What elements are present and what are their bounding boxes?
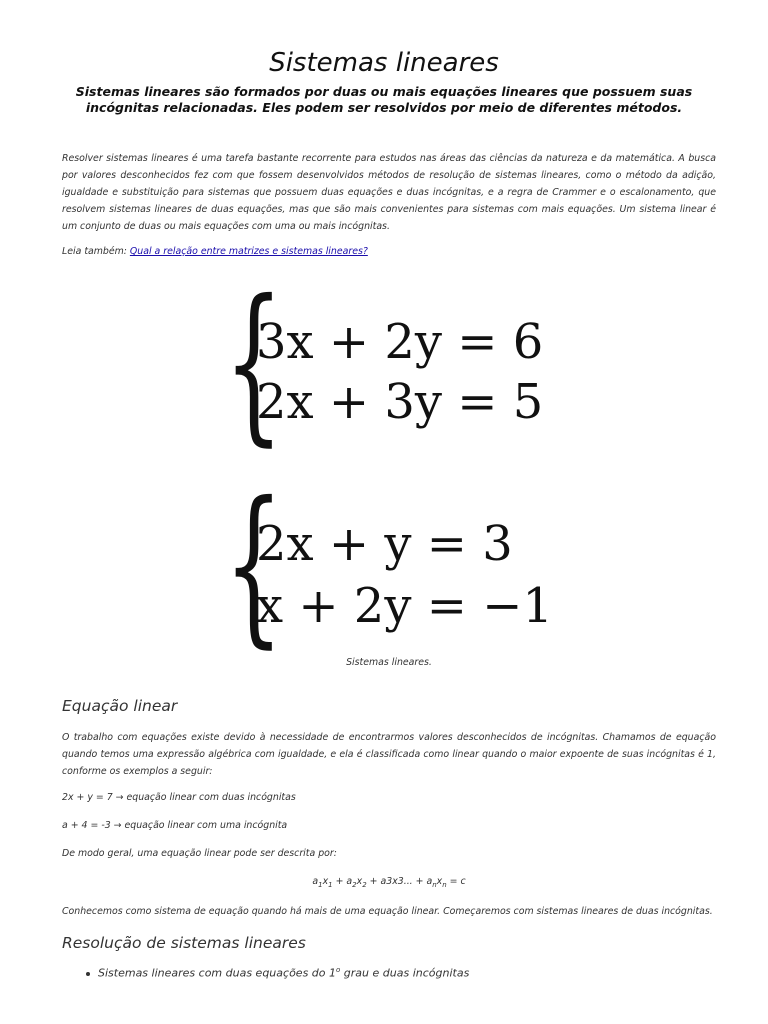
- page-subtitle: Sistemas lineares são formados por duas ou mais equações lineares que possuem suas incógnitas relacionadas. Eles podem ser resolvidos por meio de diferentes métodos.: [75, 84, 693, 115]
- system1-equation-2: 2x + 3y = 5: [256, 374, 544, 430]
- see-also-link[interactable]: Qual a relação entre matrizes e sistemas lineares?: [129, 246, 368, 257]
- linear-paragraph: O trabalho com equações existe devido à necessidade de encontrarmos valores desconhecidos de incógnitas. Chamamos de equação quando temos uma expressão algébrica com igualdade, e ela é classificada como linear quando o maior expoente de suas incógnitas é 1, conforme os exemplos a seguir:: [62, 732, 716, 777]
- system-brace: {: [224, 466, 284, 664]
- section-heading-linear: Equação linear: [62, 697, 178, 715]
- system2-equation-1: 2x + y = 3: [256, 516, 513, 572]
- list-item: Sistemas lineares com duas equações do 1$^o$ grau e duas incógnitas: [86, 966, 469, 980]
- example-equation-2: a + 4 = -3 → equação linear com uma incógnita: [62, 820, 288, 831]
- system2-equation-2: x + 2y = −1: [256, 578, 553, 634]
- page-title: Sistemas lineares: [269, 48, 499, 78]
- equation-system-1: [224, 264, 544, 462]
- see-also: [62, 246, 368, 257]
- example-equation-1: 2x + y = 7 → equação linear com duas incógnitas: [62, 792, 296, 803]
- system-brace: {: [224, 264, 284, 462]
- see-also-label: Leia também:: [62, 246, 130, 257]
- section-heading-resolution: Resolução de sistemas lineares: [62, 934, 306, 952]
- general-form-intro: De modo geral, uma equação linear pode ser descrita por:: [62, 848, 337, 859]
- system1-equation-1: 3x + 2y = 6: [256, 314, 544, 370]
- linear-closing-text: Conhecemos como sistema de equação quando há mais de uma equação linear. Começaremos com sistemas lineares de duas incógnitas.: [62, 906, 713, 917]
- general-linear-formula: $a_1x_1 + a_2x_2 + a3x3$... + $a_nx_n = c$: [312, 876, 466, 889]
- figure-caption: Sistemas lineares.: [346, 657, 432, 668]
- intro-paragraph: Resolver sistemas lineares é uma tarefa bastante recorrente para estudos nas áreas das ciências da natureza e da matemática. A busca por valores desconhecidos fez com que fossem desenvolvidos métodos de resolução de sistemas lineares, como o método da adição, igualdade e substituição para sistemas que possuem duas equações e duas incógnitas, e a regra de Crammer e o escalonamento, que resolvem sistemas lineares de duas equações, mas que são mais convenientes para sistemas com mais equações. Um sistema linear é um conjunto de duas ou mais equações com uma ou mais incógnitas.: [62, 153, 716, 232]
- bullet-icon: [86, 972, 90, 976]
